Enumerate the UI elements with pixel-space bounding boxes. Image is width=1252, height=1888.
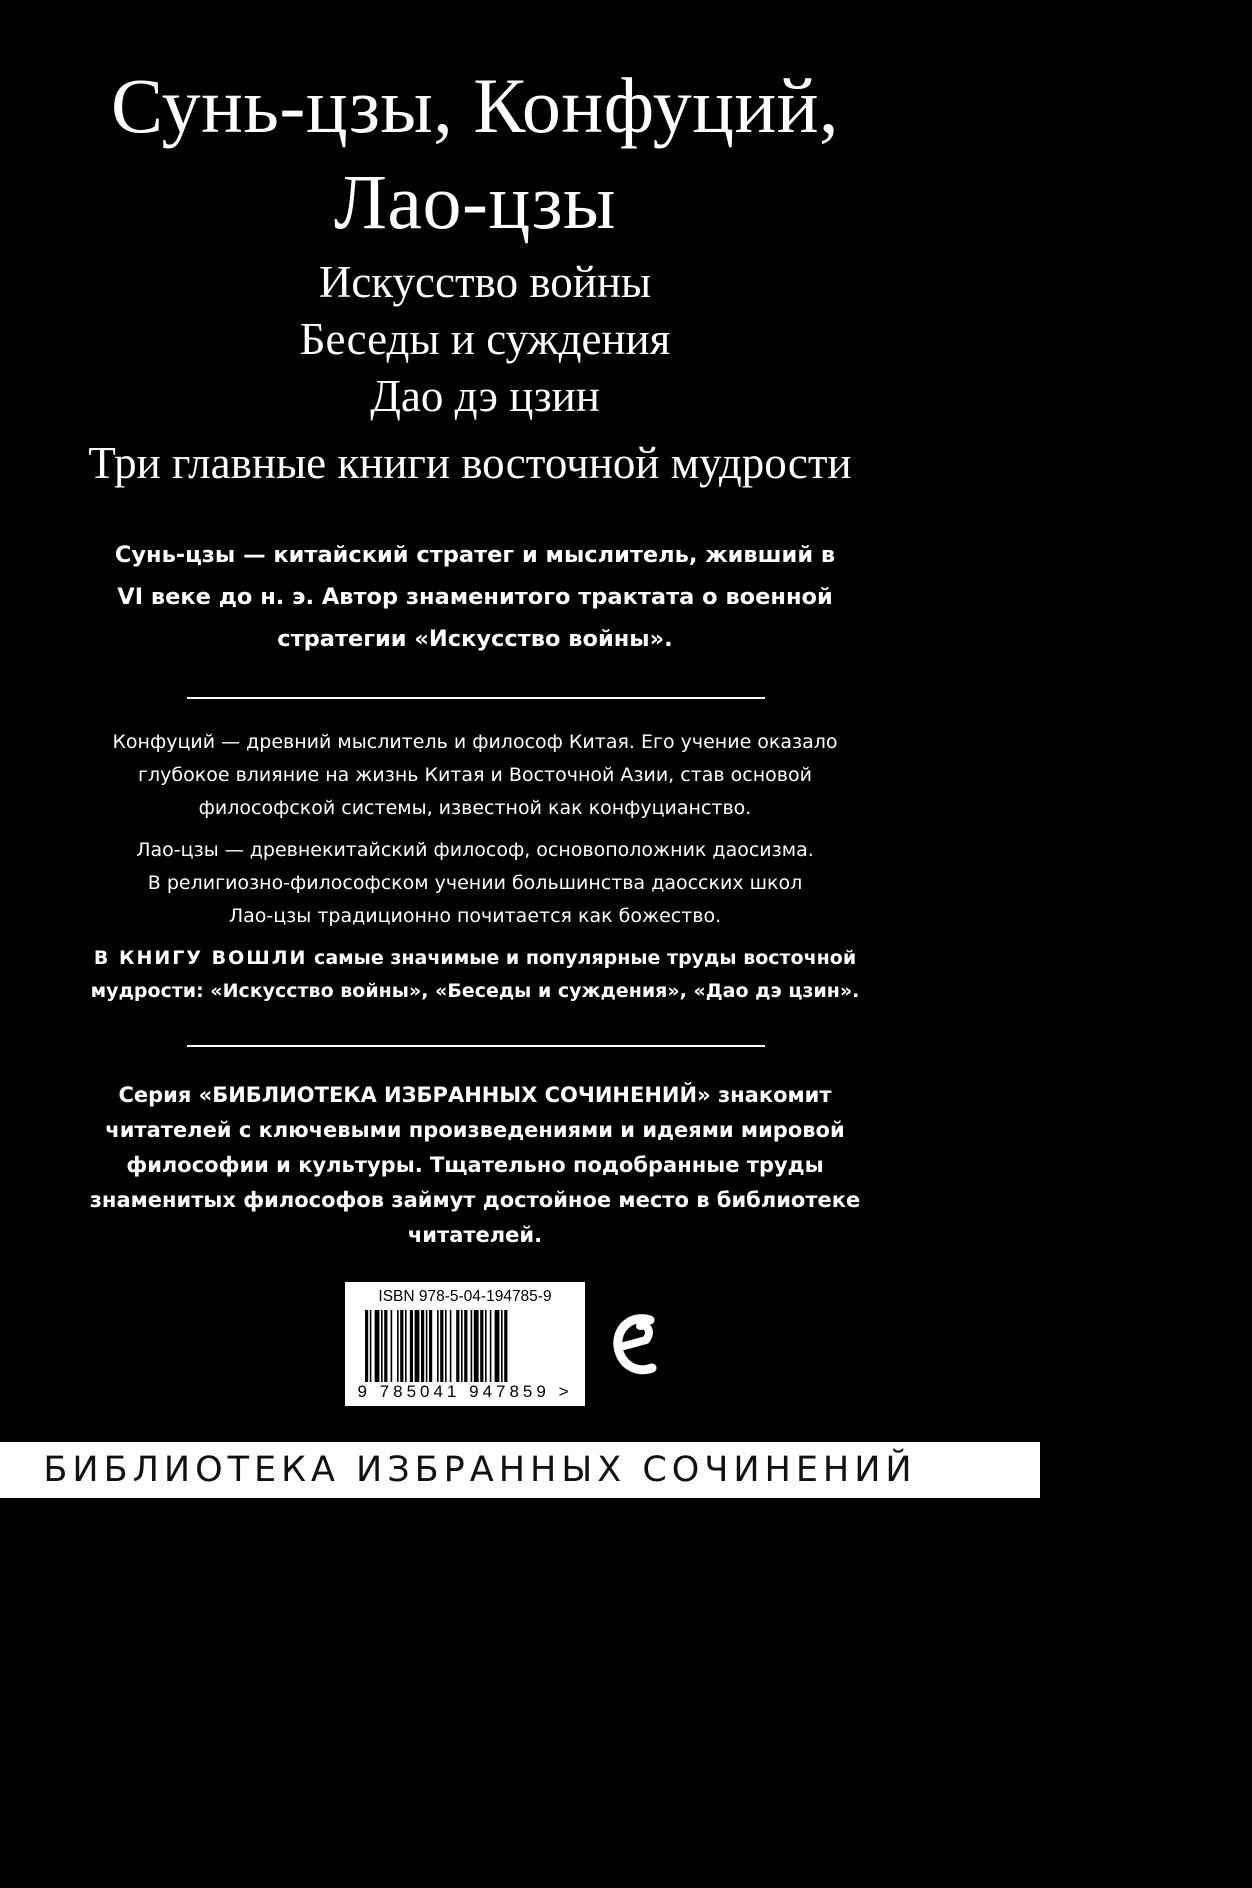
- isbn-barcode: [345, 1282, 585, 1406]
- barcode-bar: [456, 1310, 459, 1382]
- text-line: В религиозно-философском учении большинства даосских школ: [147, 872, 803, 894]
- barcode-bar: [445, 1310, 447, 1382]
- text-line: Лао-цзы традиционно почитается как божество.: [228, 905, 722, 927]
- contents-lead: В КНИГУ ВОШЛИ: [93, 947, 308, 969]
- barcode-bar: [370, 1310, 372, 1382]
- confucius-description: [0, 726, 950, 825]
- barcode-bar: [410, 1310, 413, 1382]
- text-line: мудрости: «Искусство войны», «Беседы и суждения», «Дао дэ цзин».: [90, 980, 860, 1002]
- barcode-bar: [485, 1310, 487, 1382]
- tagline: Три главные книги восточной мудрости: [88, 438, 852, 488]
- barcode-bar: [400, 1310, 403, 1382]
- barcode-bar: [381, 1310, 383, 1382]
- barcode-bar: [429, 1310, 432, 1382]
- barcode-bar: [391, 1310, 393, 1382]
- text-line: Лао-цзы — древнекитайский философ, основоположник даосизма.: [136, 839, 814, 861]
- sun-tzu-description: [0, 534, 950, 660]
- barcode-bar: [365, 1310, 368, 1382]
- barcode-bar: [397, 1310, 399, 1382]
- isbn-label: ISBN 978-5-04-194785-9: [378, 1288, 552, 1305]
- work-title: Беседы и суждения: [299, 314, 671, 364]
- barcode-bar: [495, 1310, 500, 1382]
- barcode-bar: [461, 1310, 463, 1382]
- series-footer-band: [0, 1442, 1040, 1498]
- barcode-bar: [440, 1310, 443, 1382]
- work-title: Искусство войны: [318, 257, 652, 307]
- text-line: философии и культуры. Тщательно подобранные труды: [126, 1153, 824, 1177]
- barcode-bar: [474, 1310, 479, 1382]
- barcode-bar: [384, 1310, 387, 1382]
- barcode-bar: [490, 1310, 492, 1382]
- contents-description: [0, 942, 950, 1008]
- eksmo-e-logo-icon: [610, 1310, 662, 1384]
- authors-line-1: Сунь-цзы, Конфуций,: [111, 62, 839, 149]
- text-line: читателей с ключевыми произведениями и идеями мировой: [105, 1118, 845, 1142]
- text-line: глубокое влияние на жизнь Китая и Восточной Азии, став основой: [138, 764, 812, 786]
- barcode-bar: [415, 1310, 420, 1382]
- barcode-bar: [471, 1310, 473, 1382]
- text-line: Конфуций — древний мыслитель и философ Китая. Его учение оказало: [112, 731, 838, 753]
- barcode-bar: [501, 1310, 503, 1382]
- text-line: [0, 942, 950, 975]
- barcode-bars-icon: [365, 1310, 565, 1382]
- divider-line: [187, 1045, 765, 1047]
- barcode-bar: [464, 1310, 467, 1382]
- divider-line: [187, 697, 765, 699]
- barcode-bar: [421, 1310, 424, 1382]
- barcode-bar: [426, 1310, 428, 1382]
- barcode-bar: [405, 1310, 407, 1382]
- barcode-bar: [375, 1310, 380, 1382]
- text-line: Сунь-цзы — китайский стратег и мыслитель, живший в: [114, 542, 836, 568]
- barcode-bar: [480, 1310, 483, 1382]
- text-line: философской системы, известной как конфуцианство.: [198, 797, 752, 819]
- barcode-bar: [437, 1310, 439, 1382]
- barcode-bar: [450, 1310, 452, 1382]
- text-line: Серия «БИБЛИОТЕКА ИЗБРАННЫХ СОЧИНЕНИЙ» знакомит: [118, 1083, 832, 1107]
- authors-heading: [0, 58, 950, 250]
- text-line: VI веке до н. э. Автор знаменитого трактата о военной: [117, 584, 833, 610]
- barcode-bar: [504, 1310, 507, 1382]
- text-line: стратегии «Искусство войны».: [277, 626, 673, 652]
- authors-line-2: Лао-цзы: [334, 158, 616, 245]
- work-title: Дао дэ цзин: [370, 371, 600, 421]
- lao-tzu-description: [0, 834, 950, 933]
- contents-line-1: самые значимые и популярные труды восточной: [307, 947, 857, 969]
- series-description: [0, 1078, 950, 1253]
- text-line: знаменитых философов займут достойное место в библиотеке: [89, 1188, 861, 1212]
- barcode-digits: 9 785041 947859 >: [357, 1382, 573, 1401]
- text-line: читателей.: [407, 1223, 543, 1247]
- series-name: БИБЛИОТЕКА ИЗБРАННЫХ СОЧИНЕНИЙ: [43, 1450, 917, 1490]
- works-list: [0, 254, 970, 425]
